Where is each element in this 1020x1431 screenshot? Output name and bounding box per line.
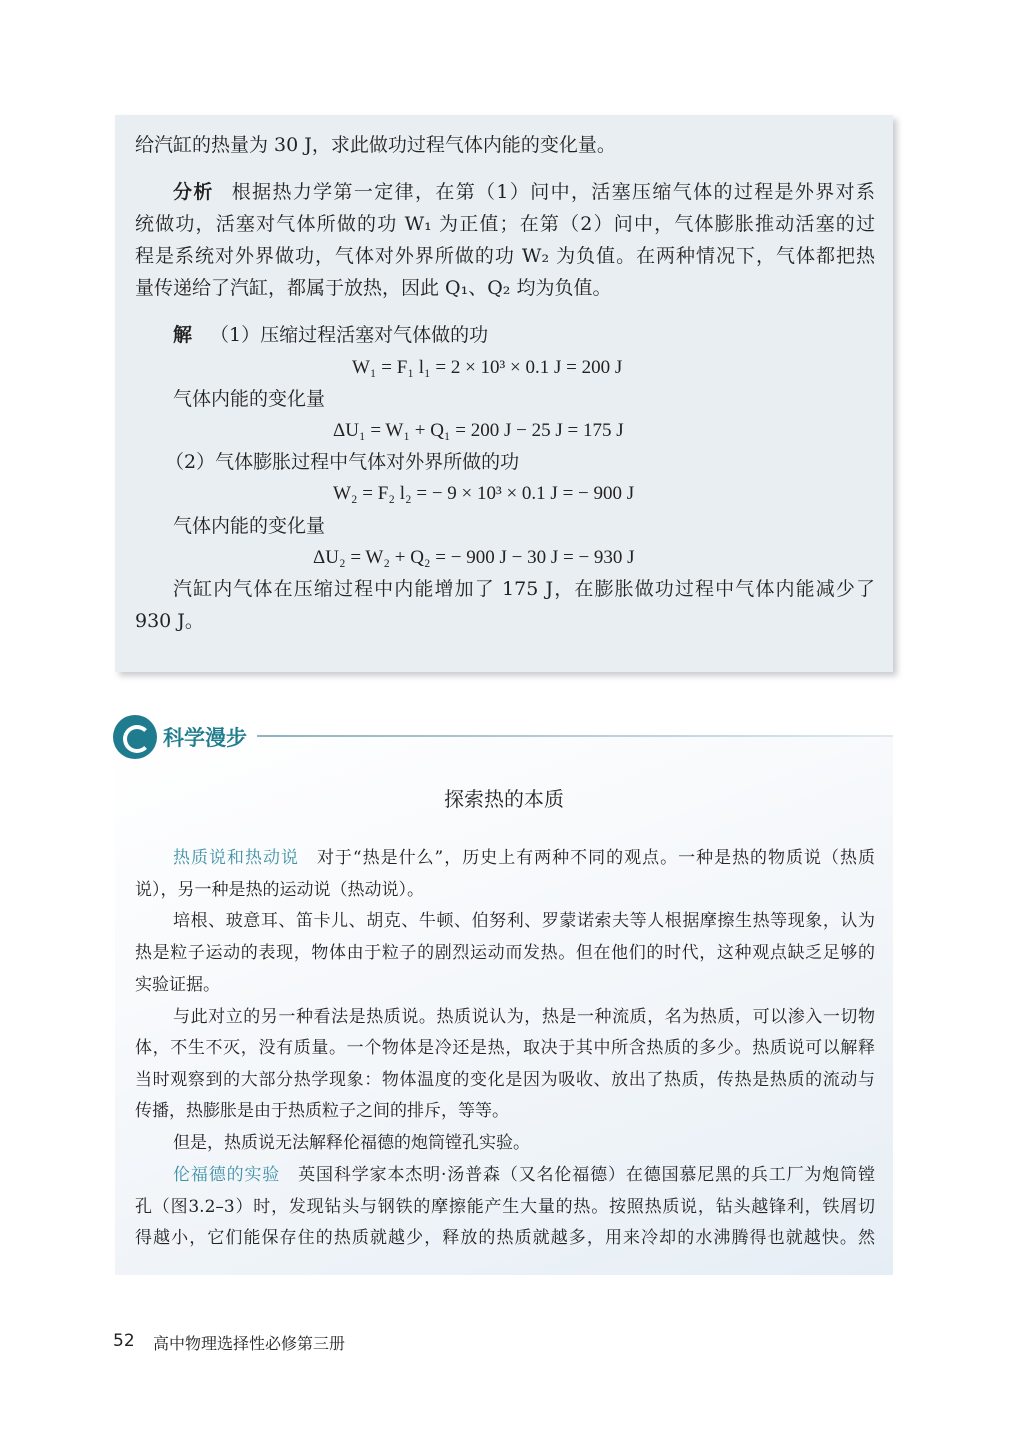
equation: ΔU₂ = W₂ + Q₂ = − 900 J − 30 J = − 930 J bbox=[313, 547, 635, 568]
paragraph-line: 体，不生不灭，没有质量。一个物体是冷还是热，取决于其中所含热质的多少。热质说可以解释 bbox=[135, 1038, 875, 1058]
keyword: 热质说和热动说 bbox=[173, 848, 299, 868]
conclusion-line: 汽缸内气体在压缩过程中内能增加了 175 J，在膨胀做功过程中气体内能减少了 bbox=[173, 578, 875, 600]
science-walk-logo-icon bbox=[113, 715, 157, 759]
page-number: 52 bbox=[113, 1331, 135, 1351]
paragraph-line: 实验证据。 bbox=[135, 975, 220, 995]
paragraph-line: 伦福德的实验 英国科学家本杰明·汤普森（又名伦福德）在德国慕尼黑的兵工厂为炮筒镗 bbox=[173, 1165, 876, 1185]
book-title: 高中物理选择性必修第三册 bbox=[153, 1334, 346, 1353]
solution-line: （2）气体膨胀过程中气体对外界所做的功 bbox=[165, 451, 520, 473]
equation: W₁ = F₁ l₁ = 2 × 10³ × 0.1 J = 200 J bbox=[352, 357, 623, 378]
solution-line: 气体内能的变化量 bbox=[173, 388, 326, 410]
solution-label: 解 bbox=[173, 324, 193, 346]
analysis-line: 程是系统对外界做功，气体对外界所做的功 W₂ 为负值。在两种情况下，气体都把热 bbox=[135, 245, 875, 267]
paragraph-line: 热质说和热动说 对于“热是什么”，历史上有两种不同的观点。一种是热的物质说（热质 bbox=[173, 848, 875, 868]
solution-line: 解 （1）压缩过程活塞对气体做的功 bbox=[173, 324, 489, 346]
paragraph-line: 热是粒子运动的表现，物体由于粒子的剧烈运动而发热。但在他们的时代，这种观点缺乏足够的 bbox=[135, 943, 875, 963]
paragraph-line: 培根、玻意耳、笛卡儿、胡克、牛顿、伯努利、罗蒙诺索夫等人根据摩擦生热等现象，认为 bbox=[173, 911, 875, 931]
keyword: 伦福德的实验 bbox=[173, 1165, 281, 1185]
paragraph-line: 与此对立的另一种看法是热质说。热质说认为，热是一种流质，名为热质，可以渗入一切物 bbox=[173, 1007, 875, 1027]
equation: W₂ = F₂ l₂ = − 9 × 10³ × 0.1 J = − 900 J bbox=[333, 483, 635, 504]
paragraph-line: 但是，热质说无法解释伦福德的炮筒镗孔实验。 bbox=[173, 1133, 530, 1153]
paragraph-line: 说），另一种是热的运动说（热动说）。 bbox=[135, 880, 424, 900]
problem-text: 给汽缸的热量为 30 J，求此做功过程气体内能的变化量。 bbox=[135, 134, 616, 156]
analysis-line: 分析 根据热力学第一定律，在第（1）问中，活塞压缩气体的过程是外界对系 bbox=[173, 181, 875, 203]
conclusion-line: 930 J。 bbox=[135, 610, 204, 632]
section-divider bbox=[257, 735, 893, 737]
solution-line: 气体内能的变化量 bbox=[173, 515, 326, 537]
analysis-line: 量传递给了汽缸，都属于放热，因此 Q₁、Q₂ 均为负值。 bbox=[135, 277, 612, 299]
article-title: 探索热的本质 bbox=[444, 787, 564, 811]
paragraph-line: 得越小，它们能保存住的热质就越少，释放的热质就越多，用来冷却的水沸腾得也就越快。然 bbox=[135, 1228, 875, 1248]
equation: ΔU₁ = W₁ + Q₁ = 200 J − 25 J = 175 J bbox=[333, 420, 624, 441]
analysis-label: 分析 bbox=[173, 181, 214, 203]
paragraph-line: 孔（图3.2–3）时，发现钻头与钢铁的摩擦能产生大量的热。按照热质说，钻头越锋利，铁屑切 bbox=[135, 1197, 875, 1217]
section-label: 科学漫步 bbox=[163, 726, 247, 750]
analysis-line: 统做功，活塞对气体所做的功 W₁ 为正值；在第（2）问中，气体膨胀推动活塞的过 bbox=[135, 213, 875, 235]
paragraph-line: 传播，热膨胀是由于热质粒子之间的排斥，等等。 bbox=[135, 1101, 509, 1121]
paragraph-line: 当时观察到的大部分热学现象：物体温度的变化是因为吸收、放出了热质，传热是热质的流动与 bbox=[135, 1070, 875, 1090]
